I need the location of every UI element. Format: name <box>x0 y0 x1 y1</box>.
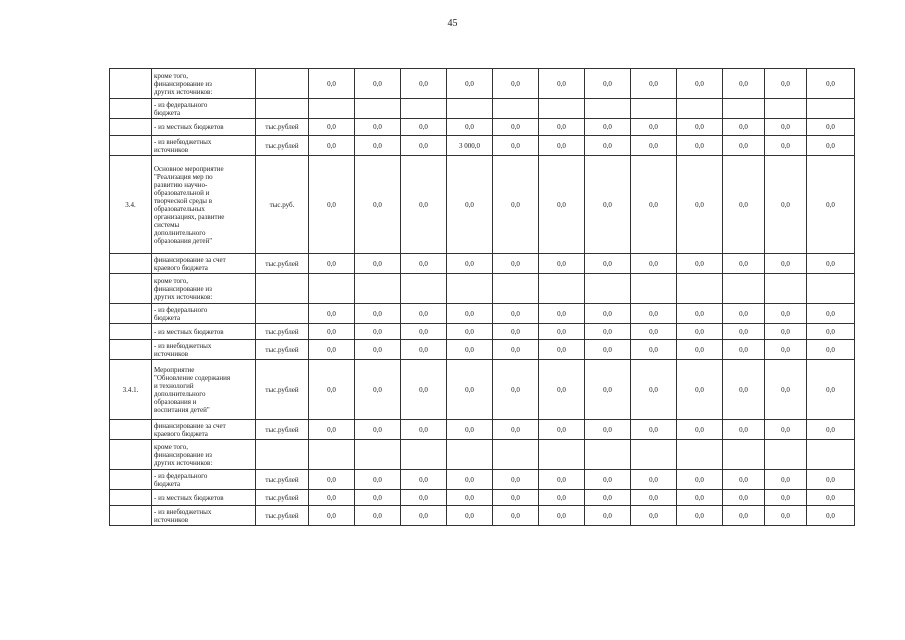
value-cell: 0,0 <box>493 304 539 324</box>
value-cell <box>309 274 355 304</box>
table-row <box>110 506 855 526</box>
value-cell: 0,0 <box>447 420 493 440</box>
value-cell: 0,0 <box>309 69 355 99</box>
value-cell: 0,0 <box>401 156 447 254</box>
value-cell: 0,0 <box>677 420 723 440</box>
value-cell: 0,0 <box>309 119 355 136</box>
value-cell: 0,0 <box>493 156 539 254</box>
unit-cell: тыс.рублей <box>256 420 309 440</box>
value-cell: 0,0 <box>447 340 493 360</box>
value-cell: 0,0 <box>677 304 723 324</box>
value-cell: 0,0 <box>355 340 401 360</box>
value-cell: 0,0 <box>677 490 723 506</box>
value-cell: 0,0 <box>677 506 723 526</box>
item-number-cell <box>110 490 152 506</box>
value-cell: 0,0 <box>807 340 855 360</box>
unit-cell: тыс.руб. <box>256 156 309 254</box>
value-cell: 0,0 <box>447 156 493 254</box>
item-number-cell <box>110 324 152 340</box>
value-cell: 0,0 <box>493 69 539 99</box>
item-name-cell: - из местных бюджетов <box>152 490 256 506</box>
item-name-cell: - из федерального бюджета <box>152 470 256 490</box>
value-cell: 0,0 <box>585 470 631 490</box>
value-cell: 0,0 <box>585 69 631 99</box>
table-row <box>110 440 855 470</box>
unit-cell: тыс.рублей <box>256 506 309 526</box>
value-cell: 0,0 <box>539 490 585 506</box>
item-number-cell <box>110 340 152 360</box>
item-name-cell: финансирование за счет краевого бюджета <box>152 420 256 440</box>
value-cell: 0,0 <box>723 156 765 254</box>
value-cell: 0,0 <box>765 470 807 490</box>
value-cell: 0,0 <box>401 324 447 340</box>
value-cell: 0,0 <box>539 119 585 136</box>
value-cell: 0,0 <box>585 420 631 440</box>
value-cell: 0,0 <box>309 470 355 490</box>
value-cell: 0,0 <box>447 360 493 420</box>
value-cell <box>401 99 447 119</box>
item-name-cell: - из внебюджетных источников <box>152 340 256 360</box>
value-cell: 0,0 <box>585 324 631 340</box>
value-cell: 0,0 <box>355 304 401 324</box>
value-cell: 0,0 <box>355 324 401 340</box>
value-cell: 0,0 <box>493 340 539 360</box>
value-cell: 0,0 <box>765 506 807 526</box>
value-cell: 0,0 <box>401 470 447 490</box>
value-cell: 0,0 <box>765 136 807 156</box>
item-name-cell: - из внебюджетных источников <box>152 136 256 156</box>
item-number-cell <box>110 506 152 526</box>
item-number-cell <box>110 69 152 99</box>
value-cell: 0,0 <box>539 324 585 340</box>
value-cell <box>539 99 585 119</box>
value-cell: 0,0 <box>807 69 855 99</box>
value-cell <box>355 274 401 304</box>
value-cell <box>723 99 765 119</box>
value-cell <box>765 99 807 119</box>
page-number: 45 <box>447 18 458 29</box>
value-cell: 0,0 <box>765 69 807 99</box>
value-cell <box>585 274 631 304</box>
value-cell <box>539 274 585 304</box>
value-cell: 0,0 <box>631 470 677 490</box>
value-cell: 0,0 <box>585 360 631 420</box>
value-cell: 0,0 <box>631 490 677 506</box>
value-cell: 0,0 <box>631 69 677 99</box>
value-cell <box>493 99 539 119</box>
value-cell: 0,0 <box>631 324 677 340</box>
table-row <box>110 136 855 156</box>
value-cell: 0,0 <box>631 136 677 156</box>
value-cell: 0,0 <box>539 304 585 324</box>
value-cell <box>807 440 855 470</box>
value-cell: 0,0 <box>309 254 355 274</box>
item-number-cell: 3.4.1. <box>110 360 152 420</box>
table-row <box>110 99 855 119</box>
value-cell: 0,0 <box>401 136 447 156</box>
item-name-cell: - из местных бюджетов <box>152 119 256 136</box>
unit-cell <box>256 69 309 99</box>
value-cell: 0,0 <box>539 360 585 420</box>
unit-cell: тыс.рублей <box>256 136 309 156</box>
table-row <box>110 156 855 254</box>
value-cell: 0,0 <box>309 340 355 360</box>
value-cell: 0,0 <box>447 119 493 136</box>
item-number-cell: 3.4. <box>110 156 152 254</box>
item-name-cell: кроме того, финансирование из других источников: <box>152 274 256 304</box>
value-cell: 0,0 <box>765 156 807 254</box>
value-cell <box>631 99 677 119</box>
unit-cell: тыс.рублей <box>256 360 309 420</box>
value-cell: 0,0 <box>631 156 677 254</box>
item-name-cell: - из местных бюджетов <box>152 324 256 340</box>
value-cell: 0,0 <box>807 254 855 274</box>
value-cell: 0,0 <box>585 304 631 324</box>
value-cell: 0,0 <box>447 324 493 340</box>
value-cell: 0,0 <box>585 136 631 156</box>
table-row <box>110 274 855 304</box>
value-cell: 0,0 <box>677 69 723 99</box>
value-cell: 0,0 <box>355 506 401 526</box>
item-name-cell: Мероприятие "Обновление содержания и технологий дополнительного образования и воспитания детей" <box>152 360 256 420</box>
value-cell: 0,0 <box>355 119 401 136</box>
value-cell: 0,0 <box>493 360 539 420</box>
unit-cell: тыс.рублей <box>256 324 309 340</box>
value-cell: 0,0 <box>355 420 401 440</box>
value-cell: 0,0 <box>539 136 585 156</box>
value-cell: 0,0 <box>585 119 631 136</box>
value-cell: 0,0 <box>807 304 855 324</box>
item-number-cell <box>110 136 152 156</box>
value-cell <box>631 440 677 470</box>
value-cell: 0,0 <box>401 506 447 526</box>
value-cell: 0,0 <box>355 360 401 420</box>
value-cell: 0,0 <box>309 136 355 156</box>
value-cell: 0,0 <box>355 156 401 254</box>
value-cell: 0,0 <box>765 254 807 274</box>
unit-cell: тыс.рублей <box>256 340 309 360</box>
value-cell: 0,0 <box>401 254 447 274</box>
value-cell: 0,0 <box>401 119 447 136</box>
value-cell: 0,0 <box>493 324 539 340</box>
value-cell: 3 000,0 <box>447 136 493 156</box>
item-name-cell: Основное мероприятие "Реализация мер по развитию научно- образовательной и творческой среды в образовательных организациях, развитие системы дополнительного образования детей" <box>152 156 256 254</box>
unit-cell <box>256 274 309 304</box>
value-cell: 0,0 <box>765 420 807 440</box>
value-cell <box>539 440 585 470</box>
item-name-cell: - из внебюджетных источников <box>152 506 256 526</box>
budget-table <box>109 68 855 526</box>
value-cell: 0,0 <box>539 340 585 360</box>
value-cell: 0,0 <box>493 490 539 506</box>
value-cell <box>401 440 447 470</box>
value-cell: 0,0 <box>631 119 677 136</box>
unit-cell <box>256 99 309 119</box>
value-cell: 0,0 <box>309 304 355 324</box>
unit-cell: тыс.рублей <box>256 490 309 506</box>
table-row <box>110 254 855 274</box>
value-cell: 0,0 <box>493 136 539 156</box>
value-cell: 0,0 <box>309 360 355 420</box>
value-cell: 0,0 <box>677 136 723 156</box>
value-cell: 0,0 <box>493 254 539 274</box>
value-cell: 0,0 <box>723 254 765 274</box>
value-cell <box>309 99 355 119</box>
item-number-cell <box>110 254 152 274</box>
value-cell <box>585 440 631 470</box>
value-cell: 0,0 <box>309 506 355 526</box>
value-cell: 0,0 <box>355 136 401 156</box>
value-cell: 0,0 <box>807 490 855 506</box>
value-cell: 0,0 <box>677 470 723 490</box>
table-row <box>110 340 855 360</box>
value-cell <box>765 274 807 304</box>
unit-cell: тыс.рублей <box>256 470 309 490</box>
unit-cell <box>256 304 309 324</box>
value-cell: 0,0 <box>355 470 401 490</box>
value-cell: 0,0 <box>723 470 765 490</box>
value-cell: 0,0 <box>309 420 355 440</box>
value-cell <box>493 440 539 470</box>
value-cell: 0,0 <box>355 69 401 99</box>
value-cell: 0,0 <box>631 420 677 440</box>
value-cell <box>309 440 355 470</box>
item-name-cell: - из федерального бюджета <box>152 99 256 119</box>
value-cell: 0,0 <box>401 340 447 360</box>
value-cell <box>447 440 493 470</box>
value-cell: 0,0 <box>539 470 585 490</box>
value-cell: 0,0 <box>807 360 855 420</box>
table-row <box>110 490 855 506</box>
value-cell: 0,0 <box>585 506 631 526</box>
item-number-cell <box>110 274 152 304</box>
value-cell <box>677 440 723 470</box>
value-cell: 0,0 <box>401 69 447 99</box>
value-cell: 0,0 <box>631 360 677 420</box>
value-cell: 0,0 <box>765 360 807 420</box>
item-number-cell <box>110 420 152 440</box>
value-cell: 0,0 <box>677 254 723 274</box>
value-cell: 0,0 <box>723 490 765 506</box>
value-cell: 0,0 <box>401 304 447 324</box>
value-cell: 0,0 <box>585 490 631 506</box>
value-cell: 0,0 <box>539 69 585 99</box>
value-cell: 0,0 <box>309 156 355 254</box>
value-cell: 0,0 <box>677 324 723 340</box>
table-row <box>110 470 855 490</box>
value-cell <box>807 99 855 119</box>
item-name-cell: - из федерального бюджета <box>152 304 256 324</box>
value-cell: 0,0 <box>723 69 765 99</box>
value-cell: 0,0 <box>723 360 765 420</box>
value-cell: 0,0 <box>723 340 765 360</box>
value-cell: 0,0 <box>539 156 585 254</box>
value-cell: 0,0 <box>493 119 539 136</box>
value-cell <box>723 274 765 304</box>
value-cell: 0,0 <box>807 420 855 440</box>
value-cell: 0,0 <box>807 324 855 340</box>
value-cell: 0,0 <box>585 340 631 360</box>
value-cell <box>807 274 855 304</box>
value-cell: 0,0 <box>447 254 493 274</box>
item-number-cell <box>110 99 152 119</box>
value-cell: 0,0 <box>585 156 631 254</box>
value-cell: 0,0 <box>447 304 493 324</box>
value-cell <box>723 440 765 470</box>
value-cell: 0,0 <box>447 470 493 490</box>
value-cell: 0,0 <box>765 490 807 506</box>
value-cell: 0,0 <box>723 324 765 340</box>
value-cell: 0,0 <box>493 506 539 526</box>
value-cell: 0,0 <box>631 506 677 526</box>
value-cell: 0,0 <box>677 340 723 360</box>
value-cell: 0,0 <box>447 490 493 506</box>
value-cell: 0,0 <box>631 340 677 360</box>
value-cell: 0,0 <box>401 360 447 420</box>
value-cell <box>447 274 493 304</box>
value-cell <box>677 99 723 119</box>
value-cell: 0,0 <box>765 119 807 136</box>
value-cell: 0,0 <box>807 156 855 254</box>
value-cell: 0,0 <box>723 420 765 440</box>
value-cell: 0,0 <box>723 506 765 526</box>
value-cell <box>493 274 539 304</box>
value-cell: 0,0 <box>493 420 539 440</box>
item-number-cell <box>110 440 152 470</box>
value-cell: 0,0 <box>631 304 677 324</box>
unit-cell: тыс.рублей <box>256 119 309 136</box>
unit-cell: тыс.рублей <box>256 254 309 274</box>
value-cell <box>765 440 807 470</box>
value-cell: 0,0 <box>677 119 723 136</box>
value-cell: 0,0 <box>539 506 585 526</box>
value-cell: 0,0 <box>401 420 447 440</box>
table-row <box>110 324 855 340</box>
value-cell: 0,0 <box>677 156 723 254</box>
value-cell: 0,0 <box>807 136 855 156</box>
value-cell: 0,0 <box>539 420 585 440</box>
value-cell: 0,0 <box>807 506 855 526</box>
value-cell <box>355 440 401 470</box>
value-cell: 0,0 <box>355 254 401 274</box>
value-cell: 0,0 <box>807 119 855 136</box>
value-cell: 0,0 <box>723 119 765 136</box>
value-cell: 0,0 <box>765 340 807 360</box>
value-cell: 0,0 <box>493 470 539 490</box>
item-name-cell: кроме того, финансирование из других источников: <box>152 69 256 99</box>
table-row <box>110 304 855 324</box>
value-cell: 0,0 <box>447 506 493 526</box>
value-cell: 0,0 <box>447 69 493 99</box>
item-number-cell <box>110 470 152 490</box>
value-cell: 0,0 <box>309 490 355 506</box>
unit-cell <box>256 440 309 470</box>
value-cell <box>677 274 723 304</box>
value-cell: 0,0 <box>723 304 765 324</box>
value-cell: 0,0 <box>309 324 355 340</box>
value-cell <box>631 274 677 304</box>
table-row <box>110 420 855 440</box>
value-cell: 0,0 <box>355 490 401 506</box>
value-cell <box>447 99 493 119</box>
value-cell: 0,0 <box>723 136 765 156</box>
value-cell <box>355 99 401 119</box>
table-row <box>110 119 855 136</box>
value-cell: 0,0 <box>585 254 631 274</box>
value-cell: 0,0 <box>631 254 677 274</box>
value-cell: 0,0 <box>677 360 723 420</box>
item-number-cell <box>110 304 152 324</box>
table-row <box>110 69 855 99</box>
value-cell <box>401 274 447 304</box>
value-cell: 0,0 <box>765 304 807 324</box>
table-row <box>110 360 855 420</box>
item-name-cell: финансирование за счет краевого бюджета <box>152 254 256 274</box>
item-number-cell <box>110 119 152 136</box>
value-cell: 0,0 <box>765 324 807 340</box>
value-cell: 0,0 <box>539 254 585 274</box>
item-name-cell: кроме того, финансирование из других источников: <box>152 440 256 470</box>
value-cell <box>585 99 631 119</box>
value-cell: 0,0 <box>401 490 447 506</box>
value-cell: 0,0 <box>807 470 855 490</box>
